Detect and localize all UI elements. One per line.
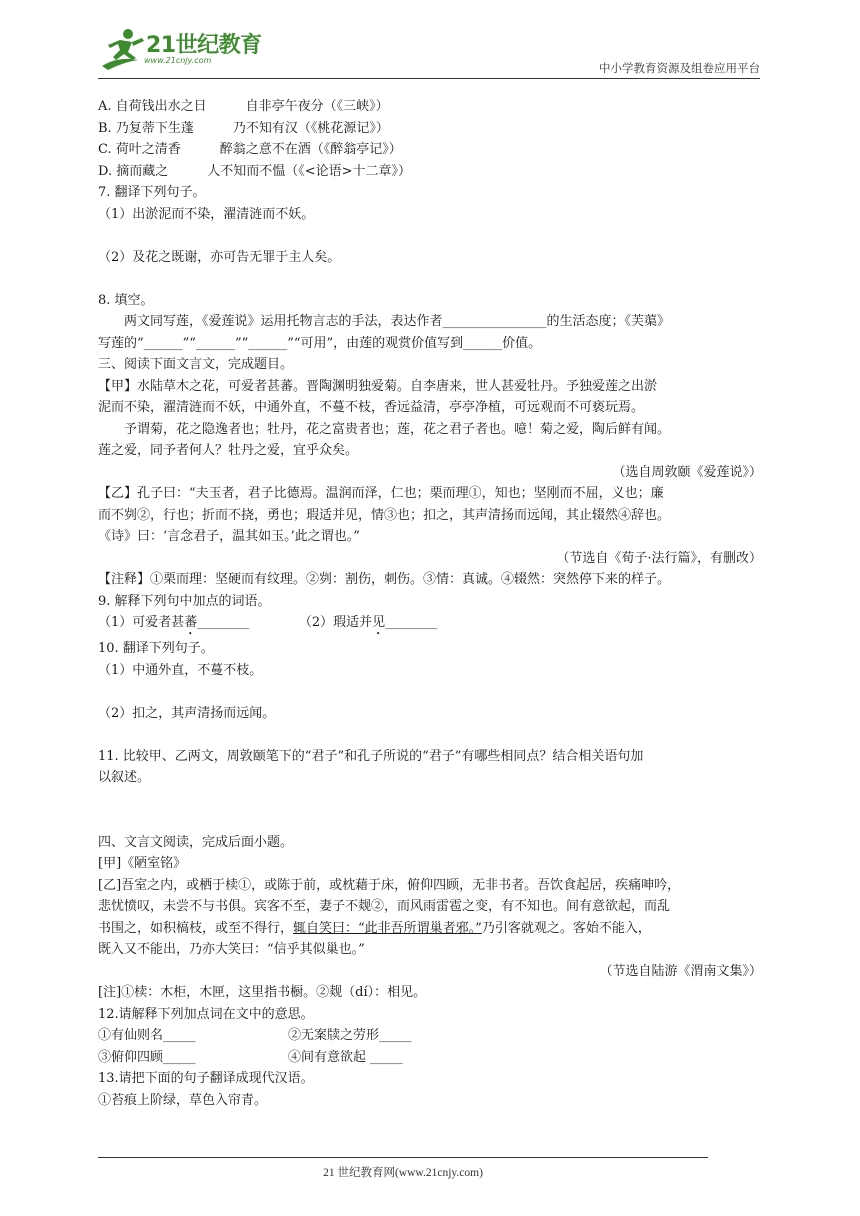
q9-item-1-dotted: 蕃 [184, 615, 198, 630]
q12-item-1: ①有仙则名_____ [98, 1028, 196, 1043]
page-header [98, 26, 760, 78]
question-9-items [98, 612, 762, 638]
question-10-2: （2）扣之，其声清扬而远闻。 [98, 705, 276, 721]
logo-url: www.21cnjy.com [144, 56, 212, 65]
logo [98, 26, 262, 72]
question-12: 12.请解释下列加点词在文中的意思。 [98, 1006, 314, 1022]
header-divider [98, 78, 760, 79]
question-13: 13.请把下面的句子翻译成现代汉语。 [98, 1071, 314, 1086]
section-4-title: 四、文言文阅读，完成后面小题。 [98, 834, 294, 850]
document-body [98, 96, 762, 1111]
question-12-row-2 [98, 1047, 762, 1069]
q12-item-4: ④间有意欲起 _____ [288, 1049, 403, 1065]
passage-jia-line-3: 予谓菊，花之隐逸者也；牡丹，花之富贵者也；莲，花之君子者也。噫！菊之爱，陶后鲜有闻。 [124, 421, 671, 437]
section-4-source: （节选自陆游《渭南文集》） [599, 963, 762, 979]
question-8: 8. 填空。 [98, 292, 154, 308]
q9-item-1-blank: ________ [197, 615, 250, 630]
yi-line-3-underlined: 辄自笑曰：“此非吾所谓巢者邪。” [293, 920, 482, 936]
question-8-line-1: 两文同写莲，《爱莲说》运用托物言志的手法，表达作者________________的生活态度；《芙蕖》 [124, 314, 671, 329]
option-d: D. 摘而藏之 人不知而不愠（《<论语>十二章》） [98, 163, 412, 179]
passage-yi-line-3: 《诗》曰：‘言念君子，温其如玉。’此之谓也。” [98, 529, 360, 544]
logo-text: 21世纪教育 [146, 33, 262, 58]
passage-jia-line-1: 【甲】水陆草木之花，可爱者甚蕃。晋陶渊明独爱菊。自李唐来，世人甚爱牡丹。予独爱莲之出淤 [98, 378, 658, 394]
section-4-note: [注]①椟：木柜，木匣，这里指书橱。②觌（dí）：相见。 [98, 985, 427, 1000]
question-8-line-2: 写莲的“______”“______”“______”“可用”，由莲的观赏价值写到______价值。 [98, 335, 542, 351]
question-12-row-1 [98, 1025, 762, 1047]
option-b: B. 乃复蒂下生蓬 乃不知有汉（《桃花源记》） [98, 120, 389, 136]
q9-item-2-dotted: 见 [372, 615, 386, 630]
yi-line-3-end: 乃引客就观之。客始不能入， [481, 920, 651, 936]
passage-jia-line-2: 泥而不染，濯清涟而不妖，中通外直，不蔓不枝，香远益清，亭亭净植，可远观而不可亵玩焉。 [98, 400, 645, 415]
question-7-2: （2）及花之既谢，亦可告无罪于主人矣。 [98, 249, 341, 265]
passage-jia-line-4: 莲之爱，同予者何人？牡丹之爱，宜乎众矣。 [98, 443, 359, 458]
footer-divider [98, 1157, 708, 1158]
yi-line-3-start: 书围之，如积槁枝，或至不得行， [98, 920, 294, 936]
section-4-yi-line-1: [乙]吾室之内，或栖于椟①，或陈于前，或枕藉于床，俯仰四顾，无非书者。吾饮食起居，疾痛呻吟， [98, 877, 681, 893]
question-10: 10. 翻译下列句子。 [98, 641, 214, 656]
option-c: C. 荷叶之清香 醉翁之意不在酒（《醉翁亭记》） [98, 142, 402, 157]
section-4-yi-line-3 [98, 918, 762, 940]
passage-jia-source: （选自周敦颐《爱莲说》） [612, 464, 762, 480]
annotation: 【注释】①栗而理：坚硬而有纹理。②刿：割伤，刺伤。③情：真诚。④辍然：突然停下来的样子。 [98, 572, 671, 587]
q9-item-2-text: （2）瑕适并 [298, 615, 373, 630]
q12-item-3: ③俯仰四顾_____ [98, 1049, 196, 1065]
question-7: 7. 翻译下列句子。 [98, 185, 206, 200]
section-4-jia: [甲]《陋室铭》 [98, 856, 187, 871]
question-9: 9. 解释下列句中加点的词语。 [98, 593, 271, 609]
question-13-1: ①苔痕上阶绿，草色入帘青。 [98, 1092, 268, 1108]
platform-title: 中小学教育资源及组卷应用平台 [599, 61, 760, 75]
passage-yi-line-2: 而不刿②，行也；折而不挠，勇也；瑕适并见，情③也；扣之，其声清扬而远闻，其止辍然④辞也。 [98, 507, 671, 523]
section-3-title: 三、阅读下面文言文，完成题目。 [98, 357, 294, 372]
question-7-1: （1）出淤泥而不染，濯清涟而不妖。 [98, 206, 315, 222]
option-a: A. 自荷钱出水之日 自非亭午夜分（《三峡》） [98, 99, 389, 114]
question-10-1: （1）中通外直，不蔓不枝。 [98, 662, 263, 678]
q9-item-1-text: （1）可爱者甚 [98, 615, 185, 630]
section-4-yi-line-2: 悲忧愤叹，未尝不与书俱。宾客不至，妻子不觌②，而风雨雷雹之变，有不知也。间有意欲起，而乱 [98, 899, 671, 914]
question-11-line-2: 以叙述。 [98, 770, 151, 785]
passage-yi-line-1: 【乙】孔子曰：“夫玉者，君子比德焉。温润而泽，仁也；栗而理①，知也；坚刚而不屈，义也；廉 [98, 486, 664, 501]
passage-yi-source: （节选自《荀子·法行篇》，有删改） [556, 550, 762, 566]
question-11-line-1: 11. 比较甲、乙两文，周敦颐笔下的“君子”和孔子所说的“君子”有哪些相同点？结合相关语句加 [98, 748, 644, 764]
q12-item-2: ②无案牍之劳形_____ [288, 1028, 412, 1043]
section-4-yi-line-4: 既入又不能出，乃亦大笑曰：“信乎其似巢也。” [98, 942, 365, 957]
q9-item-2-blank: ________ [385, 615, 438, 630]
footer-text: 21 世纪教育网(www.21cnjy.com) [323, 1167, 483, 1179]
